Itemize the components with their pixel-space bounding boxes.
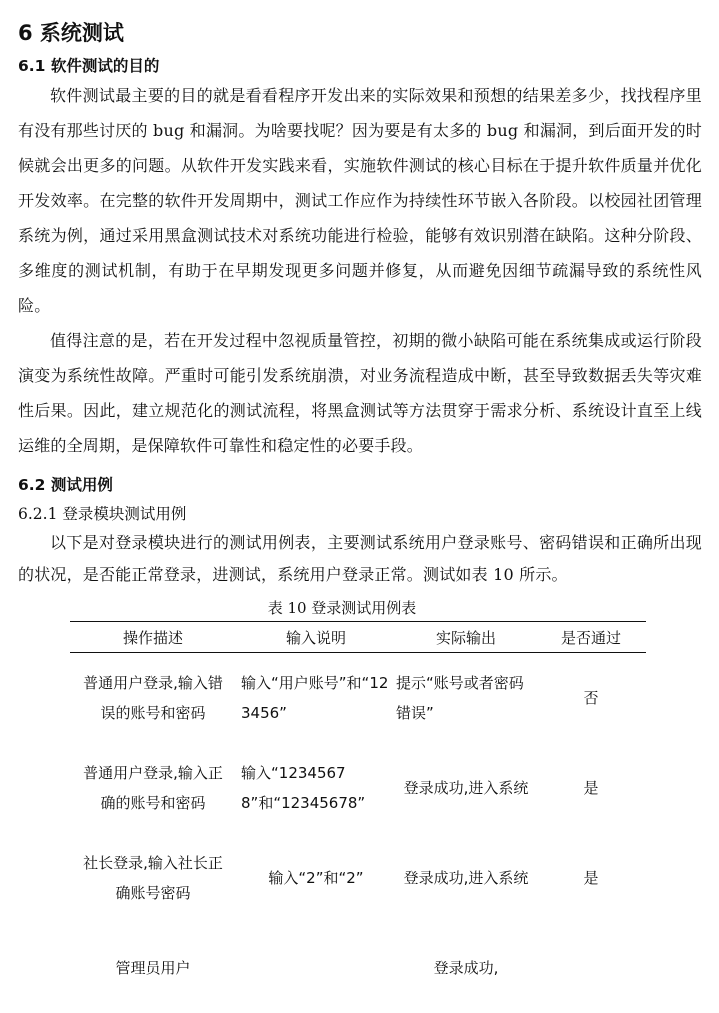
- table-cell: [396, 653, 536, 744]
- table-row: [70, 743, 646, 833]
- output-text: 提示“账号或者密码错误”: [396, 674, 524, 722]
- table-cell: [70, 743, 236, 833]
- login-test-table: [70, 621, 646, 1013]
- table-row: [70, 833, 646, 923]
- paragraph: 值得注意的是，若在开发过程中忽视质量管控，初期的微小缺陷可能在系统集成或运行阶段演变为系统性故障。严重时可能引发系统崩溃，对业务流程造成中断，甚至导致数据丢失等灾难性后果。因此，建立规范化的测试流程，将黑盒测试等方法贯穿于需求分析、系统设计直至上线运维的全周期，是保障软件可靠性和稳定性的必要手段。: [18, 331, 702, 455]
- table-header-row: [70, 622, 646, 653]
- column-header: 操作描述: [70, 622, 236, 653]
- table-cell: [236, 653, 396, 744]
- table-cell: [536, 653, 646, 744]
- table-cell: [396, 743, 536, 833]
- paragraph: 软件测试最主要的目的就是看看程序开发出来的实际效果和预想的结果差多少，找找程序里有没有那些讨厌的 bug 和漏洞。为啥要找呢？因为要是有太多的 bug 和漏洞，到后面开发的时候就会出更多的问题。从软件开发实践来看，实施软件测试的核心目标在于提升软件质量并优化开发效率。在完整的软件开发周期中，测试工作应作为持续性环节嵌入各阶段。以校园社团管理系统为例，通过采用黑盒测试技术对系统功能进行检验，能够有效识别潜在缺陷。这种分阶段、多维度的测试机制，有助于在早期发现更多问题并修复，从而避免因细节疏漏导致的系统性风险。: [18, 86, 702, 315]
- section-title: 6.2 测试用例: [18, 476, 113, 494]
- section-title: 6.1 软件测试的目的: [18, 57, 160, 75]
- operation-text: 管理员用户: [115, 959, 191, 977]
- table-cell: [70, 653, 236, 744]
- table-cell: [236, 743, 396, 833]
- table-cell: [536, 923, 646, 1013]
- table-cell: [70, 923, 236, 1013]
- column-header: 输入说明: [236, 622, 396, 653]
- table-caption: 表 10 登录测试用例表: [267, 599, 417, 617]
- subsection-title: 6.2.1 登录模块测试用例: [18, 505, 187, 523]
- table-cell: [536, 743, 646, 833]
- passed-text: 否: [583, 689, 599, 707]
- output-text: 登录成功,: [433, 959, 499, 977]
- table-cell: [536, 833, 646, 923]
- operation-text: 普通用户登录,输入正确的账号和密码: [83, 764, 223, 812]
- paragraph: 以下是对登录模块进行的测试用例表，主要测试系统用户登录账号、密码错误和正确所出现的状况，是否能正常登录，进测试，系统用户登录正常。测试如表 10 所示。: [18, 533, 702, 584]
- output-text: 登录成功,进入系统: [403, 779, 529, 797]
- chapter-title: 6 系统测试: [18, 21, 124, 45]
- table-cell: [70, 833, 236, 923]
- table-row: [70, 653, 646, 744]
- operation-text: 普通用户登录,输入错误的账号和密码: [83, 674, 223, 722]
- table-cell: [236, 833, 396, 923]
- passed-text: 是: [583, 779, 599, 797]
- input-text: 输入“12345678”和“12345678”: [241, 764, 366, 812]
- operation-text: 社长登录,输入社长正确账号密码: [83, 854, 223, 902]
- output-text: 登录成功,进入系统: [403, 869, 529, 887]
- input-text: 输入“用户账号”和“123456”: [241, 674, 389, 722]
- column-header: 是否通过: [536, 622, 646, 653]
- table-cell: [236, 923, 396, 1013]
- table-cell: [396, 923, 536, 1013]
- table-container: [18, 621, 702, 977]
- table-row: [70, 923, 646, 1013]
- document-page: [18, 18, 702, 977]
- column-header: 实际输出: [396, 622, 536, 653]
- passed-text: 是: [583, 869, 599, 887]
- input-text: 输入“2”和“2”: [268, 869, 364, 887]
- table-cell: [396, 833, 536, 923]
